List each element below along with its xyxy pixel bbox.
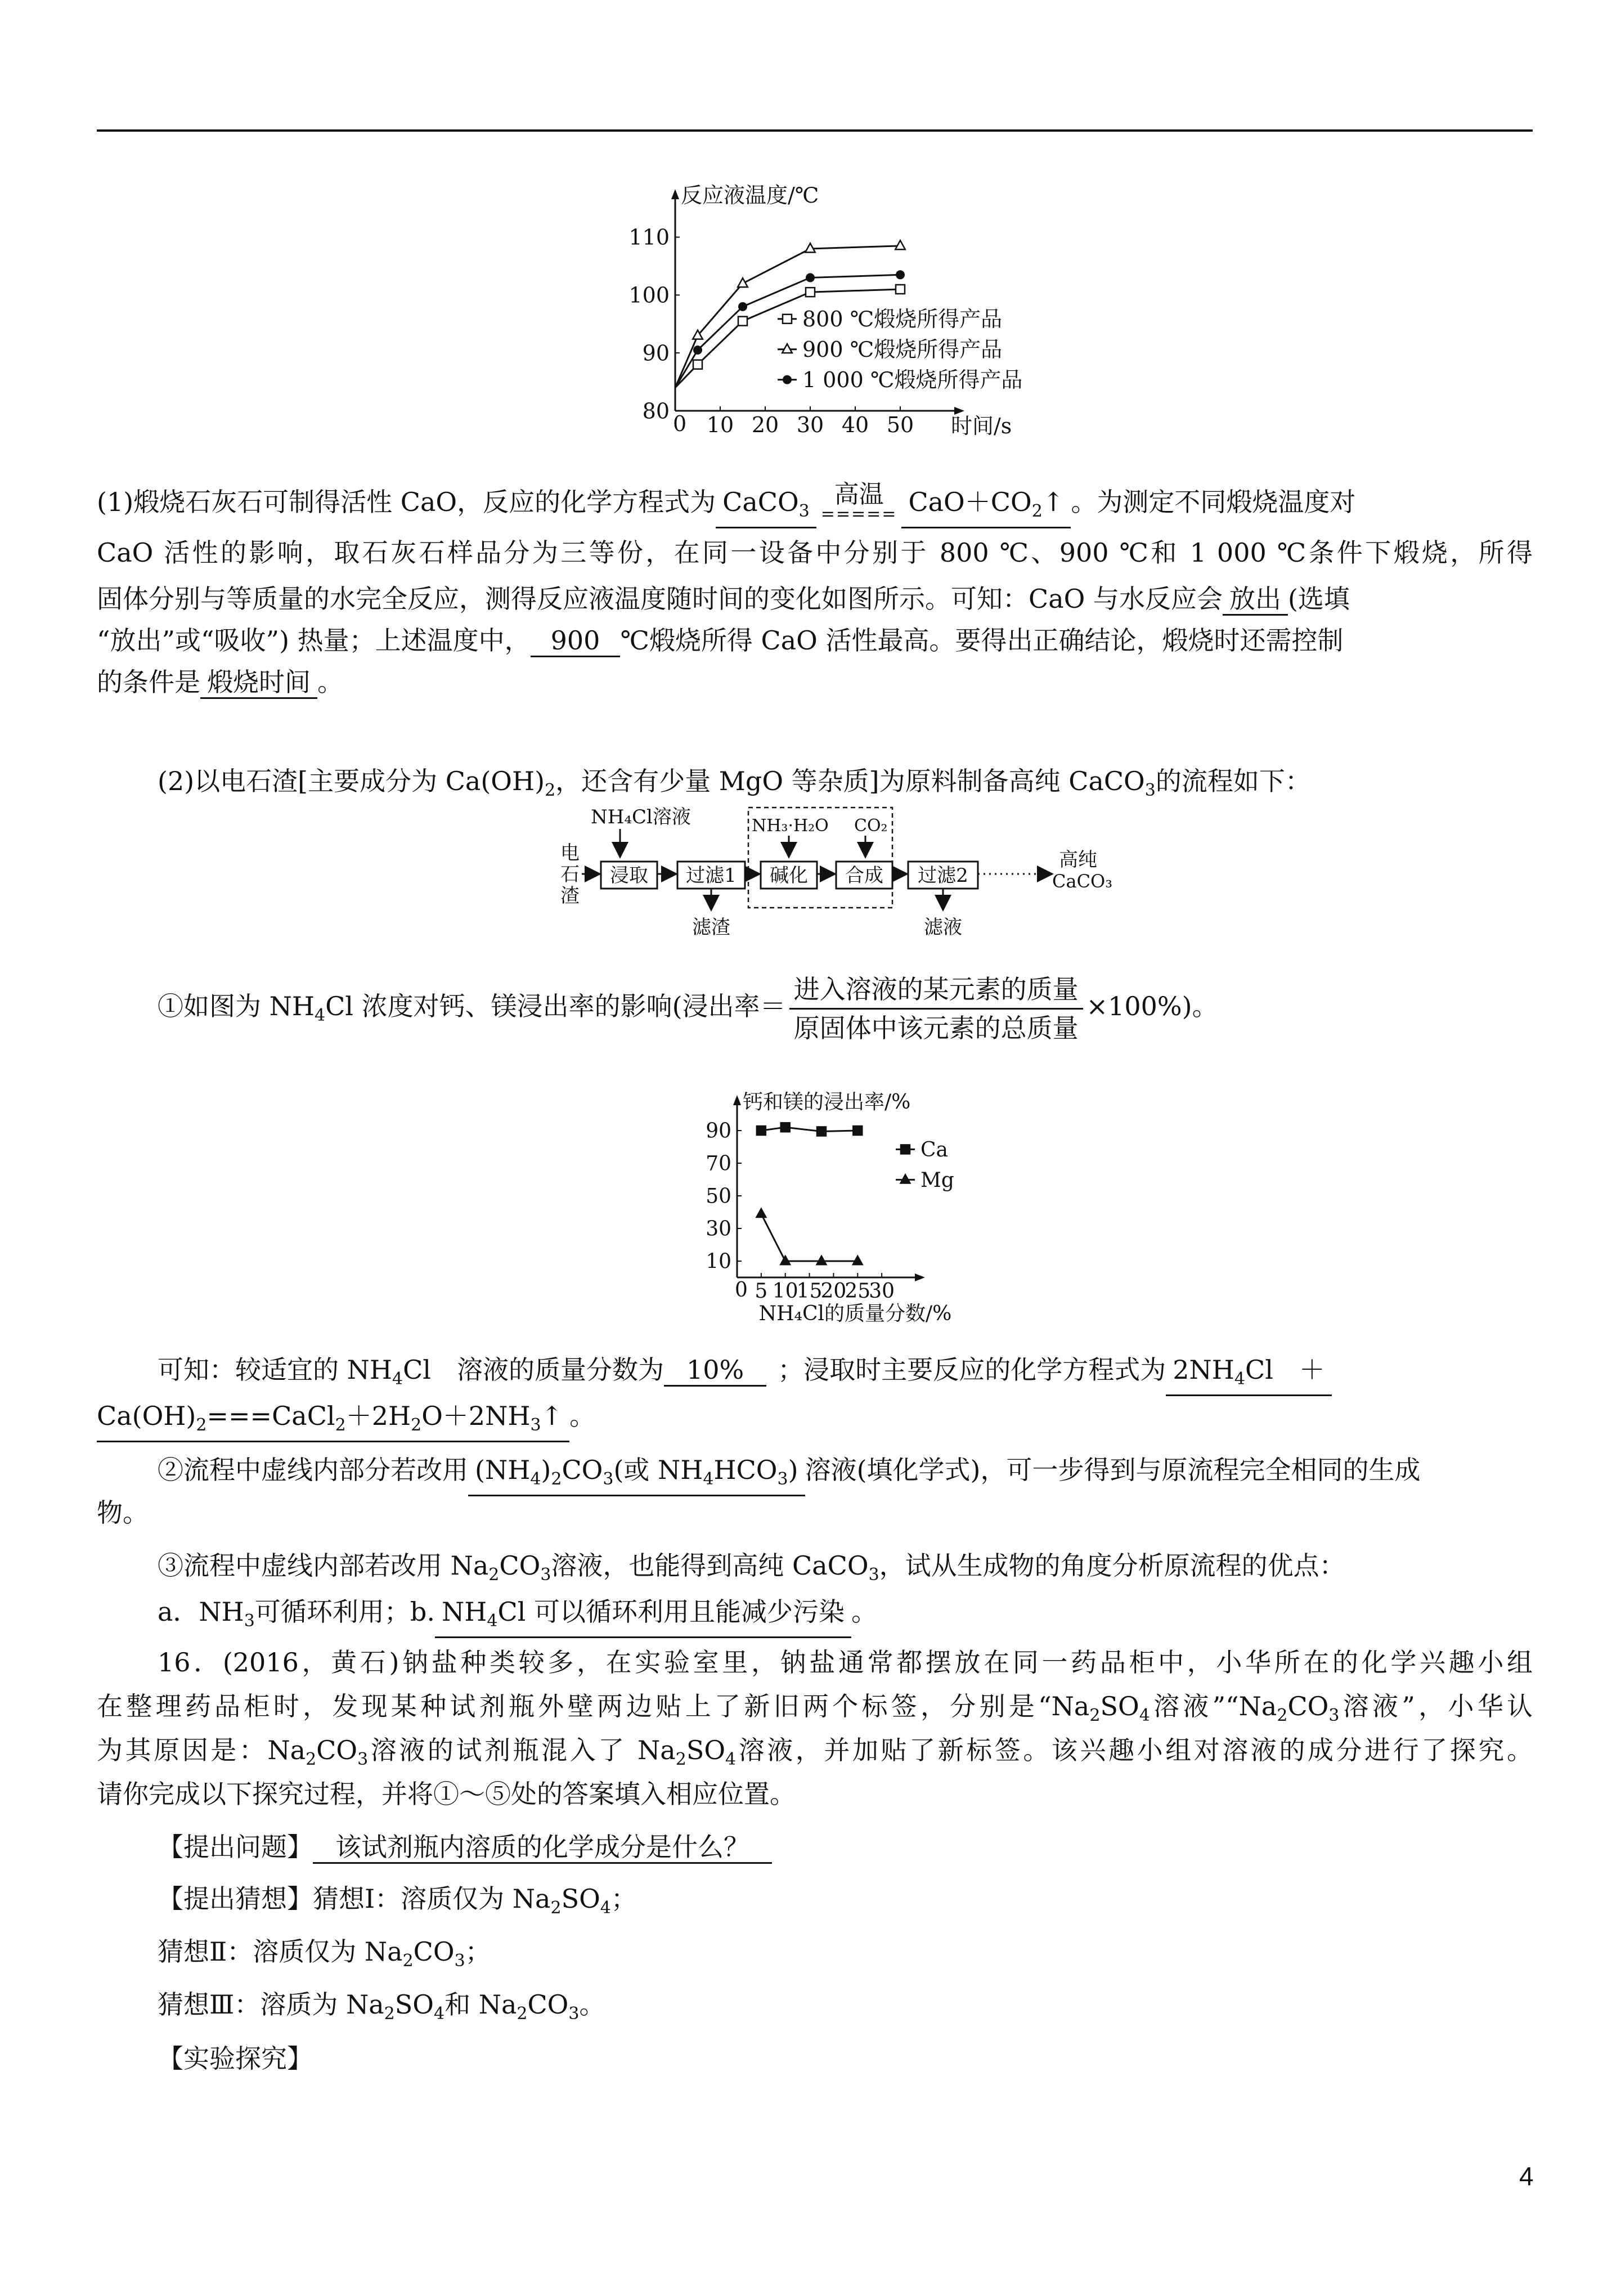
flow-reagent-a: NH₃·H₂O xyxy=(752,816,829,836)
data-point xyxy=(852,1255,863,1264)
answer-text: (或 NH xyxy=(613,1455,703,1485)
legend-label: Ca xyxy=(920,1138,949,1162)
flow-step-alkalize: 碱化 xyxy=(770,864,808,887)
text: “放出”或“吸收”) 热量；上述温度中， xyxy=(97,625,531,656)
flow-step-filter2: 过滤2 xyxy=(918,864,968,887)
text: SO xyxy=(686,1735,726,1765)
x-axis-arrow xyxy=(915,1273,925,1281)
data-point xyxy=(783,315,792,324)
flow-product-a: 高纯 xyxy=(1059,849,1097,871)
subscript: 2 xyxy=(402,1951,414,1971)
answer-text: ) xyxy=(541,1455,551,1485)
y-axis-arrow xyxy=(733,1095,741,1105)
legend-label: 1 000 ℃煅烧所得产品 xyxy=(802,367,1023,392)
data-point xyxy=(738,302,747,311)
flow-reagent-in: NH₄Cl溶液 xyxy=(591,806,691,828)
text: CO xyxy=(413,1936,455,1967)
text: 溶液(填化学式)，可一步得到与原流程完全相同的生成 xyxy=(805,1455,1421,1485)
text: 溶液，并加贴了新标签。该兴趣小组对溶液的成分进行了探究。 xyxy=(736,1735,1533,1765)
flow-product-b: CaCO₃ xyxy=(1052,871,1113,892)
legend-label: 900 ℃煅烧所得产品 xyxy=(802,337,1003,362)
q2-line1 xyxy=(158,1452,1533,1496)
subscript: 4 xyxy=(600,1898,611,1918)
data-point xyxy=(780,1255,791,1264)
data-point xyxy=(816,1255,827,1264)
x-axis-label: NH₄Cl的质量分数/% xyxy=(758,1302,952,1325)
answer-text: HCO xyxy=(713,1455,778,1485)
p16-line4: 请你完成以下探究过程，并将①～⑤处的答案填入相应位置。 xyxy=(97,1779,796,1809)
subscript: 2 xyxy=(411,1415,422,1435)
q1b-line2 xyxy=(97,1398,1533,1442)
para1-line3 xyxy=(97,581,1533,617)
subscript: 4 xyxy=(392,1369,403,1389)
answer-blank: 900 xyxy=(531,625,621,657)
subscript: 3 xyxy=(530,1415,541,1435)
subscript: 2 xyxy=(196,1415,207,1435)
text: (选填 xyxy=(1287,584,1350,614)
subscript: 3 xyxy=(798,501,810,521)
data-point xyxy=(806,273,815,282)
y-tick-label: 30 xyxy=(706,1217,731,1241)
text: ②流程中虚线内部分若改用 xyxy=(158,1455,468,1485)
subscript: 3 xyxy=(540,1565,551,1585)
flow-start-1: 电 xyxy=(560,842,580,864)
answer-text: CaO＋CO xyxy=(908,487,1032,517)
text: SO xyxy=(1100,1691,1139,1721)
answer-text: Cl ＋ xyxy=(1245,1355,1325,1385)
answer-text: 2NH xyxy=(1173,1355,1234,1385)
series-line xyxy=(761,1214,857,1261)
text: ，试从生成物的角度分析原流程的优点： xyxy=(879,1550,1345,1581)
data-point xyxy=(853,1126,862,1135)
text: SO xyxy=(561,1884,600,1914)
text: 溶液”“Na xyxy=(1149,1691,1277,1721)
text: (2)以电石渣[主要成分为 Ca(OH) xyxy=(158,766,545,796)
y-tick-label: 70 xyxy=(706,1152,731,1176)
x-tick-label: 5 xyxy=(755,1280,768,1303)
answer-blank xyxy=(1166,1355,1332,1396)
q3-line2 xyxy=(158,1594,1533,1639)
x-tick-label: 30 xyxy=(796,412,824,437)
chart-temperature-svg xyxy=(619,163,1069,445)
text: a．NH xyxy=(158,1597,244,1627)
y-axis-label: 钙和镁的浸出率/% xyxy=(743,1091,911,1114)
flow-step-filter1: 过滤1 xyxy=(686,864,737,887)
text: 。 xyxy=(317,667,343,697)
p16-line2 xyxy=(97,1688,1533,1734)
q1b-line1 xyxy=(158,1352,1533,1397)
para1-line2: CaO 活性的影响，取石灰石样品分为三等份，在同一设备中分别于 800 ℃、900 ℃和 1 000 ℃条件下煅烧，所得 xyxy=(97,537,1533,568)
subscript: 4 xyxy=(487,1611,498,1631)
text: CO xyxy=(316,1735,358,1765)
legend-label: Mg xyxy=(920,1169,954,1192)
text: CO xyxy=(1287,1691,1329,1721)
section-label: 【提出问题】 xyxy=(158,1832,313,1862)
text: ； xyxy=(465,1936,491,1967)
text: 猜想Ⅲ：溶质为 Na xyxy=(158,1989,384,2020)
header-rule xyxy=(97,129,1533,132)
y-tick-label: 50 xyxy=(706,1185,731,1208)
answer-text: CO xyxy=(562,1455,603,1485)
flow-start-3: 渣 xyxy=(560,885,580,907)
p16-experiment: 【实验探究】 xyxy=(158,2043,313,2074)
chart-leaching-rate-svg xyxy=(664,1058,1047,1328)
y-axis-label: 反应液温度/℃ xyxy=(681,183,819,208)
data-point xyxy=(900,1174,910,1183)
q2-line2: 物。 xyxy=(97,1497,149,1528)
text: 。 xyxy=(579,1989,605,2020)
text: 可循环利用；b. xyxy=(254,1597,435,1627)
flow-step-synthesis: 合成 xyxy=(845,864,883,887)
answer-blank xyxy=(468,1455,805,1496)
legend-label: 800 ℃煅烧所得产品 xyxy=(802,307,1003,331)
subscript: 4 xyxy=(725,1750,737,1769)
text: 猜想Ⅱ：溶质仅为 Na xyxy=(158,1936,403,1967)
subscript: 2 xyxy=(517,2004,528,2024)
y-axis-arrow xyxy=(671,189,679,199)
p16-line1: 16．(2016，黄石)钠盐种类较多，在实验室里，钠盐通常都摆放在同一药品柜中，小华所在的化学兴趣小组 xyxy=(158,1647,1533,1678)
text: 溶液的试剂瓶混入了 Na xyxy=(368,1735,676,1765)
p16-guess2 xyxy=(158,1934,1533,1979)
text: 。 xyxy=(851,1597,877,1627)
data-point xyxy=(693,346,702,355)
text: ；浸取时主要反应的化学方程式为 xyxy=(778,1355,1166,1385)
text: Cl 浓度对钙、镁浸出率的影响(浸出率＝ xyxy=(325,991,786,1021)
subscript: 2 xyxy=(384,2004,395,2024)
data-point xyxy=(756,1208,766,1217)
answer-text: ↑ xyxy=(1042,487,1065,517)
answer-text: ) xyxy=(788,1455,798,1485)
text: CO xyxy=(499,1550,541,1581)
subscript: 2 xyxy=(488,1565,500,1585)
y-tick-label: 100 xyxy=(628,282,670,308)
x-axis-label: 时间/s xyxy=(951,414,1012,438)
text: ℃煅烧所得 CaO 活性最高。要得出正确结论，煅烧时还需控制 xyxy=(620,625,1344,656)
flow-diagram xyxy=(557,802,1159,967)
subscript: 4 xyxy=(434,2004,445,2024)
text: ； xyxy=(610,1884,637,1914)
flow-step-leach: 浸取 xyxy=(610,864,648,887)
text: ③流程中虚线内部若改用 Na xyxy=(158,1550,489,1581)
text: 在整理药品柜时，发现某种试剂瓶外壁两边贴上了新旧两个标签，分别是“Na xyxy=(97,1691,1090,1721)
text: 的条件是 xyxy=(97,667,200,697)
answer-text: ＋2H xyxy=(345,1401,411,1431)
condition-equals: ===== xyxy=(820,504,897,524)
text: 的流程如下： xyxy=(1155,766,1311,796)
answer-blank xyxy=(716,487,816,528)
answer-text: CaCO xyxy=(722,487,799,517)
reaction-condition xyxy=(820,480,897,524)
data-point xyxy=(782,344,792,353)
answer-blank: 该试剂瓶内溶质的化学成分是什么？ xyxy=(313,1832,772,1864)
subscript: 3 xyxy=(454,1951,465,1971)
x-tick-label: 40 xyxy=(841,412,869,437)
x-tick-label: 30 xyxy=(869,1280,895,1303)
text: 。 xyxy=(569,1401,596,1431)
data-point xyxy=(896,285,905,294)
subscript: 3 xyxy=(244,1611,255,1631)
text: CO xyxy=(527,1989,569,2020)
subscript: 3 xyxy=(357,1750,369,1769)
x-tick-label: 10 xyxy=(772,1280,798,1303)
x-tick-label: 20 xyxy=(820,1280,847,1303)
chart-leaching-rate xyxy=(664,1058,1047,1330)
answer-text: O＋2NH xyxy=(421,1401,531,1431)
text: ①如图为 NH xyxy=(158,991,315,1021)
fraction-denominator: 原固体中该元素的总质量 xyxy=(793,1012,1079,1043)
answer-blank xyxy=(901,487,1071,528)
data-point xyxy=(783,375,792,384)
subscript: 3 xyxy=(568,2004,580,2024)
subscript: 3 xyxy=(868,1565,879,1585)
subscript: 4 xyxy=(315,1006,326,1025)
para1-line4 xyxy=(97,622,1533,658)
data-point xyxy=(757,1126,766,1135)
x-tick-label: 10 xyxy=(706,412,734,437)
subscript: 2 xyxy=(551,1469,562,1489)
data-point xyxy=(895,240,905,249)
y-tick-label: 10 xyxy=(706,1250,731,1273)
subscript: 3 xyxy=(1328,1706,1340,1725)
data-point xyxy=(806,288,815,297)
subscript: 3 xyxy=(777,1469,788,1489)
subscript: 2 xyxy=(675,1750,686,1769)
subscript: 3 xyxy=(603,1469,614,1489)
text: ×100%)。 xyxy=(1086,991,1218,1021)
flow-start-2: 石 xyxy=(560,863,580,886)
para1-line5 xyxy=(97,664,1533,700)
fraction xyxy=(789,971,1083,1047)
text: 和 Na xyxy=(444,1989,517,2020)
text: SO xyxy=(394,1989,434,2020)
y-tick-label: 80 xyxy=(642,398,670,424)
text: 为其原因是：Na xyxy=(97,1735,306,1765)
answer-blank: 10% xyxy=(664,1355,766,1387)
p16-guess3 xyxy=(158,1986,1533,2032)
answer-blank: 煅烧时间 xyxy=(200,667,317,699)
data-point xyxy=(781,1123,790,1132)
p16-guess1 xyxy=(158,1881,1533,1926)
text: Cl 溶液的质量分数为 xyxy=(403,1355,664,1385)
p16-question xyxy=(158,1829,1533,1865)
subscript: 2 xyxy=(1089,1706,1101,1725)
flow-out-filtrate: 滤液 xyxy=(924,916,962,939)
answer-text: (NH xyxy=(475,1455,531,1485)
data-point xyxy=(693,360,702,369)
subscript: 2 xyxy=(1031,501,1043,521)
y-tick-label: 110 xyxy=(628,225,670,250)
subscript: 2 xyxy=(550,1898,562,1918)
text: 【提出猜想】猜想Ⅰ：溶质仅为 Na xyxy=(158,1884,551,1914)
fraction-numerator: 进入溶液的某元素的质量 xyxy=(789,971,1083,1010)
q3-line1 xyxy=(158,1548,1533,1593)
subscript: 3 xyxy=(1144,781,1156,800)
subscript: 2 xyxy=(545,781,556,800)
data-point xyxy=(817,1127,826,1136)
answer-blank: 放出 xyxy=(1223,584,1288,616)
y-tick-label: 90 xyxy=(642,340,670,366)
chart-temperature xyxy=(619,163,1069,447)
answer-blank xyxy=(435,1597,851,1638)
answer-text: Cl 可以循环利用且能减少污染 xyxy=(497,1597,845,1627)
answer-text: ↑ xyxy=(541,1401,563,1431)
answer-text: Ca(OH) xyxy=(97,1401,196,1431)
origin-label: 0 xyxy=(735,1279,748,1302)
flow-out-residue: 滤渣 xyxy=(692,916,730,939)
text: 溶液”，小华认 xyxy=(1339,1691,1533,1721)
text: (1)煅烧石灰石可制得活性 CaO，反应的化学方程式为 xyxy=(97,487,716,517)
subscript: 4 xyxy=(1139,1706,1150,1725)
answer-blank xyxy=(97,1401,569,1442)
subscript: 4 xyxy=(703,1469,714,1489)
y-tick-label: 90 xyxy=(706,1119,731,1143)
subscript: 4 xyxy=(1234,1369,1245,1389)
text: 溶液，也能得到高纯 CaCO xyxy=(551,1550,869,1581)
x-tick-label: 15 xyxy=(796,1280,823,1303)
text: 。为测定不同煅烧温度对 xyxy=(1071,487,1356,517)
flow-reagent-b: CO₂ xyxy=(854,816,888,836)
subscript: 2 xyxy=(306,1750,317,1769)
answer-text: NH xyxy=(441,1597,487,1627)
x-tick-label: 50 xyxy=(886,412,914,437)
data-point xyxy=(738,317,747,326)
origin-label: 0 xyxy=(673,411,687,436)
para1-line1 xyxy=(97,480,1533,528)
text: 可知：较适宜的 NH xyxy=(158,1355,392,1385)
page-number: 4 xyxy=(1519,2162,1534,2191)
condition-text: 高温 xyxy=(834,480,884,509)
q1-line xyxy=(158,967,1533,1055)
answer-text: ===CaCl xyxy=(206,1401,335,1431)
x-tick-label: 20 xyxy=(751,412,779,437)
p16-line3 xyxy=(97,1732,1533,1778)
text: ，还含有少量 MgO 等杂质]为原料制备高纯 CaCO xyxy=(555,766,1145,796)
data-point xyxy=(901,1145,910,1154)
subscript: 4 xyxy=(530,1469,541,1489)
subscript: 2 xyxy=(335,1415,346,1435)
flow-diagram-svg xyxy=(557,802,1159,965)
data-point xyxy=(896,270,905,279)
series-line xyxy=(761,1127,857,1131)
subscript: 2 xyxy=(1277,1706,1288,1725)
text: 固体分别与等质量的水完全反应，测得反应液温度随时间的变化如图所示。可知：CaO 与水反应会 xyxy=(97,584,1223,614)
x-tick-label: 25 xyxy=(845,1280,871,1303)
